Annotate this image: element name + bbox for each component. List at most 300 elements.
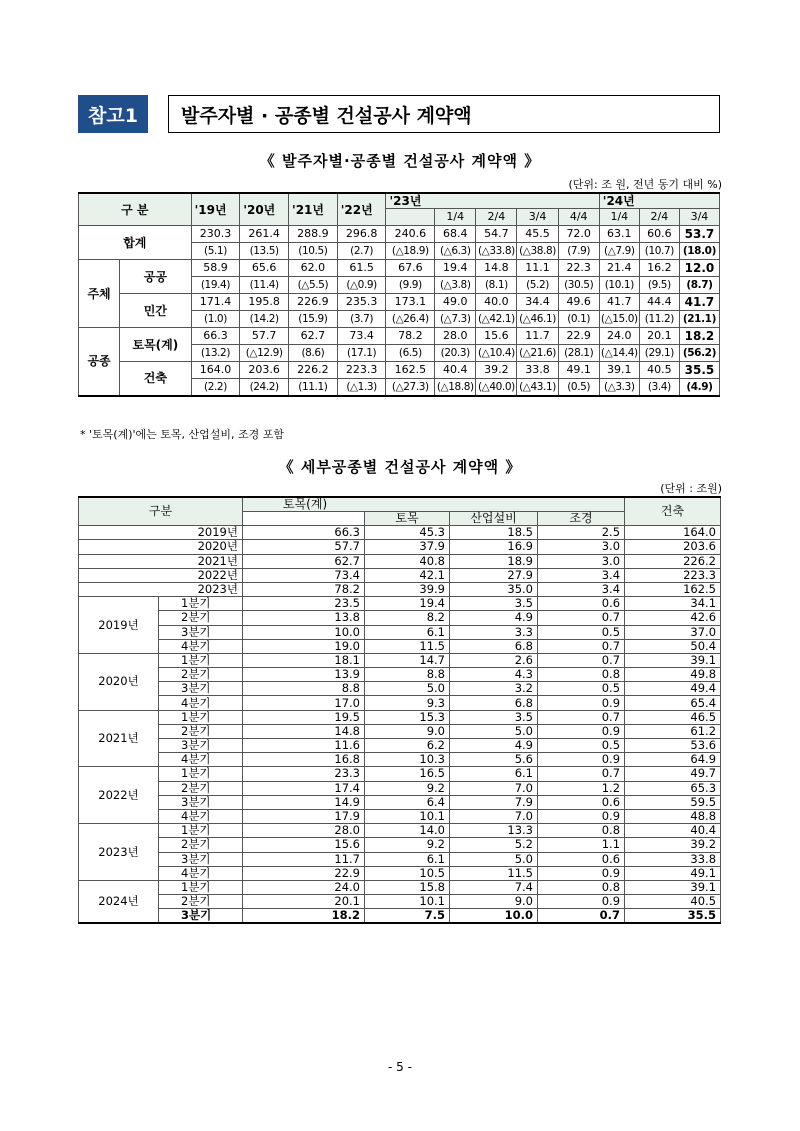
table-row (79, 526, 721, 540)
quarter-label: 1분기 (159, 824, 243, 838)
change-cell: (△14.4) (599, 345, 639, 362)
value-cell: 19.4 (435, 260, 476, 277)
value-cell: 33.8 (517, 362, 558, 379)
landscape-header: 조경 (538, 512, 625, 526)
value-cell: 20.1 (639, 328, 679, 345)
value-cell: 39.1 (625, 880, 721, 894)
table-row (79, 753, 721, 767)
table-row (79, 710, 721, 724)
group-label: 주체 (79, 260, 120, 328)
year-header: '20년 (240, 193, 289, 226)
change-cell: (11.1) (289, 379, 338, 396)
quarter-label: 1분기 (159, 880, 243, 894)
change-cell: (18.0) (679, 243, 719, 260)
value-cell: 0.8 (538, 824, 625, 838)
table-row (79, 880, 721, 894)
value-cell: 78.2 (243, 582, 365, 596)
table-row (79, 653, 721, 667)
value-cell: 3.5 (450, 597, 538, 611)
value-cell: 3.0 (538, 554, 625, 568)
value-cell: 6.1 (365, 625, 450, 639)
value-cell: 0.9 (538, 866, 625, 880)
value-cell: 0.9 (538, 809, 625, 823)
year-label: 2021년 (79, 710, 159, 767)
quarter-header: 4/4 (558, 209, 599, 226)
value-cell: 0.9 (538, 753, 625, 767)
value-cell: 226.2 (289, 362, 338, 379)
group-label: 공종 (79, 328, 120, 396)
quarter-label: 4분기 (159, 639, 243, 653)
value-cell: 6.1 (365, 852, 450, 866)
value-cell: 9.2 (365, 781, 450, 795)
table-row (79, 724, 721, 738)
contract-by-client-table (78, 192, 720, 397)
value-cell: 13.9 (243, 668, 365, 682)
change-cell: (19.4) (191, 277, 240, 294)
value-cell: 54.7 (476, 226, 517, 243)
value-cell: 3.2 (450, 682, 538, 696)
quarter-label: 3분기 (159, 625, 243, 639)
value-cell: 7.9 (450, 795, 538, 809)
change-cell: (6.5) (386, 345, 435, 362)
value-cell: 4.3 (450, 668, 538, 682)
change-cell: (10.5) (289, 243, 338, 260)
quarter-label: 4분기 (159, 809, 243, 823)
value-cell: 0.9 (538, 724, 625, 738)
value-cell: 5.2 (450, 838, 538, 852)
year-label: 2022년 (79, 568, 243, 582)
value-cell: 4.9 (450, 611, 538, 625)
value-cell: 18.2 (243, 909, 365, 924)
value-cell: 0.5 (538, 682, 625, 696)
value-cell: 162.5 (625, 582, 721, 596)
change-cell: (11.2) (639, 311, 679, 328)
value-cell: 8.8 (365, 668, 450, 682)
value-cell: 296.8 (337, 226, 386, 243)
row-label: 민간 (120, 294, 191, 328)
change-cell: (15.9) (289, 311, 338, 328)
change-cell: (△0.9) (337, 277, 386, 294)
quarter-label: 2분기 (159, 895, 243, 909)
change-cell: (△12.9) (240, 345, 289, 362)
value-cell: 0.5 (538, 625, 625, 639)
value-cell: 203.6 (625, 540, 721, 554)
value-cell: 3.4 (538, 568, 625, 582)
value-cell: 0.9 (538, 696, 625, 710)
value-cell: 195.8 (240, 294, 289, 311)
value-cell: 16.8 (243, 753, 365, 767)
table-row (79, 696, 721, 710)
footnote: * '토목(계)'에는 토목, 산업설비, 조경 포함 (80, 428, 284, 441)
value-cell: 39.1 (625, 653, 721, 667)
page-number: - 5 - (388, 1060, 412, 1074)
value-cell: 65.4 (625, 696, 721, 710)
value-cell: 0.7 (538, 909, 625, 924)
year-label: 2022년 (79, 767, 159, 824)
value-cell: 0.9 (538, 895, 625, 909)
value-cell: 226.9 (289, 294, 338, 311)
table-row (79, 294, 720, 311)
value-cell: 162.5 (386, 362, 435, 379)
value-cell: 21.4 (599, 260, 639, 277)
value-cell: 164.0 (191, 362, 240, 379)
table-row (79, 795, 721, 809)
value-cell: 13.3 (450, 824, 538, 838)
change-cell: (13.5) (240, 243, 289, 260)
value-cell: 173.1 (386, 294, 435, 311)
value-cell: 17.9 (243, 809, 365, 823)
change-cell: (△10.4) (476, 345, 517, 362)
table-row (79, 540, 721, 554)
value-cell: 6.1 (450, 767, 538, 781)
change-cell: (24.2) (240, 379, 289, 396)
value-cell: 1.1 (538, 838, 625, 852)
change-cell: (29.1) (639, 345, 679, 362)
value-cell: 63.1 (599, 226, 639, 243)
table-row (79, 838, 721, 852)
table1-header-row (79, 193, 720, 209)
value-cell: 45.3 (365, 526, 450, 540)
value-cell: 0.7 (538, 653, 625, 667)
quarter-header: 1/4 (599, 209, 639, 226)
value-cell: 14.7 (365, 653, 450, 667)
value-cell: 19.5 (243, 710, 365, 724)
change-cell: (9.9) (386, 277, 435, 294)
value-cell: 8.8 (243, 682, 365, 696)
change-cell: (21.1) (679, 311, 719, 328)
table2-header-row (79, 497, 721, 512)
table-row (79, 226, 720, 243)
value-cell: 10.3 (365, 753, 450, 767)
value-cell: 11.6 (243, 739, 365, 753)
value-cell: 57.7 (240, 328, 289, 345)
civil-total-header: 토목(계) (243, 497, 625, 512)
value-cell: 0.7 (538, 611, 625, 625)
value-cell: 22.3 (558, 260, 599, 277)
value-cell: 10.1 (365, 809, 450, 823)
change-cell: (△27.3) (386, 379, 435, 396)
value-cell: 7.5 (365, 909, 450, 924)
value-cell: 3.5 (450, 710, 538, 724)
value-cell: 65.6 (240, 260, 289, 277)
value-cell: 11.7 (517, 328, 558, 345)
change-cell: (56.2) (679, 345, 719, 362)
value-cell: 60.6 (639, 226, 679, 243)
value-cell: 57.7 (243, 540, 365, 554)
quarter-header: 1/4 (435, 209, 476, 226)
change-cell: (10.1) (599, 277, 639, 294)
value-cell: 53.7 (679, 226, 719, 243)
value-cell: 62.7 (243, 554, 365, 568)
quarter-label: 3분기 (159, 852, 243, 866)
quarter-label: 3분기 (159, 909, 243, 924)
value-cell: 7.0 (450, 781, 538, 795)
table-row (79, 668, 721, 682)
value-cell: 12.0 (679, 260, 719, 277)
value-cell: 171.4 (191, 294, 240, 311)
value-cell: 10.1 (365, 895, 450, 909)
change-cell: (5.2) (517, 277, 558, 294)
change-cell: (0.1) (558, 311, 599, 328)
table-row (79, 866, 721, 880)
value-cell: 7.0 (450, 809, 538, 823)
value-cell: 230.3 (191, 226, 240, 243)
value-cell: 3.0 (538, 540, 625, 554)
value-cell: 64.9 (625, 753, 721, 767)
value-cell: 39.1 (599, 362, 639, 379)
section2-title: 《 세부공종별 건설공사 계약액 》 (278, 458, 522, 476)
contract-by-subtype-table (78, 496, 721, 924)
value-cell: 10.0 (450, 909, 538, 924)
value-cell: 39.2 (476, 362, 517, 379)
change-cell: (5.1) (191, 243, 240, 260)
value-cell: 40.5 (639, 362, 679, 379)
table-row (79, 909, 721, 924)
quarter-label: 1분기 (159, 653, 243, 667)
change-cell: (13.2) (191, 345, 240, 362)
value-cell: 0.6 (538, 852, 625, 866)
value-cell: 9.2 (365, 838, 450, 852)
change-cell: (10.7) (639, 243, 679, 260)
value-cell: 28.0 (243, 824, 365, 838)
value-cell: 39.9 (365, 582, 450, 596)
table-row (79, 597, 721, 611)
value-cell: 0.8 (538, 668, 625, 682)
table-row (79, 809, 721, 823)
value-cell: 40.8 (365, 554, 450, 568)
value-cell: 5.0 (450, 852, 538, 866)
value-cell: 19.4 (365, 597, 450, 611)
value-cell: 49.4 (625, 682, 721, 696)
value-cell: 22.9 (243, 866, 365, 880)
value-cell: 48.8 (625, 809, 721, 823)
section1-title: 《 발주자별·공종별 건설공사 계약액 》 (259, 152, 541, 170)
value-cell: 19.0 (243, 639, 365, 653)
value-cell: 46.5 (625, 710, 721, 724)
quarter-label: 2분기 (159, 668, 243, 682)
value-cell: 2.6 (450, 653, 538, 667)
value-cell: 66.3 (243, 526, 365, 540)
value-cell: 66.3 (191, 328, 240, 345)
year-label: 2023년 (79, 824, 159, 881)
change-cell: (11.4) (240, 277, 289, 294)
value-cell: 223.3 (625, 568, 721, 582)
value-cell: 41.7 (679, 294, 719, 311)
table-row (79, 625, 721, 639)
value-cell: 35.5 (625, 909, 721, 924)
change-cell: (8.6) (289, 345, 338, 362)
change-cell: (3.4) (639, 379, 679, 396)
value-cell: 62.0 (289, 260, 338, 277)
value-cell: 78.2 (386, 328, 435, 345)
value-cell: 240.6 (386, 226, 435, 243)
table-row (79, 260, 720, 277)
value-cell: 0.6 (538, 795, 625, 809)
table-row (79, 554, 721, 568)
value-cell: 72.0 (558, 226, 599, 243)
change-cell: (△1.3) (337, 379, 386, 396)
year-label: 2019년 (79, 597, 159, 654)
value-cell: 28.0 (435, 328, 476, 345)
change-cell: (△40.0) (476, 379, 517, 396)
value-cell: 4.9 (450, 739, 538, 753)
value-cell: 5.6 (450, 753, 538, 767)
quarter-header: 3/4 (679, 209, 719, 226)
year-header: '19년 (191, 193, 240, 226)
section1-unit: (단위: 조 원, 전년 동기 대비 %) (568, 178, 722, 191)
change-cell: (17.1) (337, 345, 386, 362)
table-row (79, 611, 721, 625)
change-cell: (3.7) (337, 311, 386, 328)
value-cell: 39.2 (625, 838, 721, 852)
value-cell: 62.7 (289, 328, 338, 345)
value-cell: 41.7 (599, 294, 639, 311)
value-cell: 3.3 (450, 625, 538, 639)
year-label: 2019년 (79, 526, 243, 540)
row-label: 공공 (120, 260, 191, 294)
value-cell: 44.4 (639, 294, 679, 311)
table-row (79, 682, 721, 696)
change-cell: (△15.0) (599, 311, 639, 328)
value-cell: 11.5 (450, 866, 538, 880)
year-header: '21년 (289, 193, 338, 226)
value-cell: 40.5 (625, 895, 721, 909)
empty-cell (386, 209, 435, 226)
value-cell: 49.1 (625, 866, 721, 880)
value-cell: 40.4 (435, 362, 476, 379)
change-cell: (△6.3) (435, 243, 476, 260)
table-row (79, 852, 721, 866)
year-label: 2020년 (79, 540, 243, 554)
table-row (79, 639, 721, 653)
value-cell: 288.9 (289, 226, 338, 243)
year-label: 2021년 (79, 554, 243, 568)
building-header: 건축 (625, 497, 721, 526)
value-cell: 11.7 (243, 852, 365, 866)
row-label: 건축 (120, 362, 191, 396)
value-cell: 49.0 (435, 294, 476, 311)
table-row (79, 767, 721, 781)
value-cell: 67.6 (386, 260, 435, 277)
table-row (79, 739, 721, 753)
value-cell: 10.5 (365, 866, 450, 880)
value-cell: 35.0 (450, 582, 538, 596)
change-cell: (△26.4) (386, 311, 435, 328)
value-cell: 18.1 (243, 653, 365, 667)
quarter-label: 4분기 (159, 696, 243, 710)
quarter-label: 1분기 (159, 597, 243, 611)
value-cell: 223.3 (337, 362, 386, 379)
change-cell: (△7.3) (435, 311, 476, 328)
value-cell: 59.5 (625, 795, 721, 809)
value-cell: 15.6 (476, 328, 517, 345)
value-cell: 14.0 (365, 824, 450, 838)
value-cell: 35.5 (679, 362, 719, 379)
value-cell: 3.4 (538, 582, 625, 596)
value-cell: 11.1 (517, 260, 558, 277)
change-cell: (△21.6) (517, 345, 558, 362)
value-cell: 40.4 (625, 824, 721, 838)
quarter-label: 1분기 (159, 767, 243, 781)
empty-cell (243, 512, 365, 526)
table-row (79, 582, 721, 596)
value-cell: 0.7 (538, 710, 625, 724)
value-cell: 23.3 (243, 767, 365, 781)
table-row (79, 568, 721, 582)
quarter-label: 4분기 (159, 753, 243, 767)
change-cell: (1.0) (191, 311, 240, 328)
value-cell: 14.9 (243, 795, 365, 809)
change-cell: (8.1) (476, 277, 517, 294)
change-cell: (20.3) (435, 345, 476, 362)
value-cell: 18.9 (450, 554, 538, 568)
table1-corner: 구 분 (79, 193, 192, 226)
value-cell: 22.9 (558, 328, 599, 345)
change-cell: (△42.1) (476, 311, 517, 328)
table-row (79, 781, 721, 795)
value-cell: 5.0 (450, 724, 538, 738)
quarter-label: 2분기 (159, 838, 243, 852)
change-cell: (7.9) (558, 243, 599, 260)
value-cell: 13.8 (243, 611, 365, 625)
value-cell: 15.6 (243, 838, 365, 852)
change-cell: (△5.5) (289, 277, 338, 294)
value-cell: 16.2 (639, 260, 679, 277)
change-cell: (2.2) (191, 379, 240, 396)
change-cell: (△7.9) (599, 243, 639, 260)
row-label: 토목(계) (120, 328, 191, 362)
page-title: 발주자별 · 공종별 건설공사 계약액 (168, 95, 720, 133)
change-cell: (△33.8) (476, 243, 517, 260)
value-cell: 49.8 (625, 668, 721, 682)
value-cell: 45.5 (517, 226, 558, 243)
industrial-header: 산업설비 (450, 512, 538, 526)
quarter-header: 2/4 (639, 209, 679, 226)
quarter-label: 2분기 (159, 781, 243, 795)
quarter-label: 3분기 (159, 682, 243, 696)
value-cell: 24.0 (243, 880, 365, 894)
value-cell: 61.2 (625, 724, 721, 738)
value-cell: 33.8 (625, 852, 721, 866)
value-cell: 14.8 (476, 260, 517, 277)
value-cell: 16.5 (365, 767, 450, 781)
value-cell: 0.5 (538, 739, 625, 753)
value-cell: 53.6 (625, 739, 721, 753)
value-cell: 49.1 (558, 362, 599, 379)
value-cell: 17.4 (243, 781, 365, 795)
value-cell: 164.0 (625, 526, 721, 540)
year-label: 2023년 (79, 582, 243, 596)
value-cell: 9.0 (450, 895, 538, 909)
change-cell: (8.7) (679, 277, 719, 294)
value-cell: 17.0 (243, 696, 365, 710)
value-cell: 261.4 (240, 226, 289, 243)
value-cell: 27.9 (450, 568, 538, 582)
change-cell: (28.1) (558, 345, 599, 362)
value-cell: 1.2 (538, 781, 625, 795)
change-cell: (0.5) (558, 379, 599, 396)
change-cell: (△3.3) (599, 379, 639, 396)
year-label: 2024년 (79, 880, 159, 923)
quarter-label: 2분기 (159, 611, 243, 625)
change-cell: (4.9) (679, 379, 719, 396)
change-cell: (30.5) (558, 277, 599, 294)
value-cell: 0.6 (538, 597, 625, 611)
quarter-header: 3/4 (517, 209, 558, 226)
value-cell: 2.5 (538, 526, 625, 540)
quarter-label: 3분기 (159, 795, 243, 809)
value-cell: 58.9 (191, 260, 240, 277)
